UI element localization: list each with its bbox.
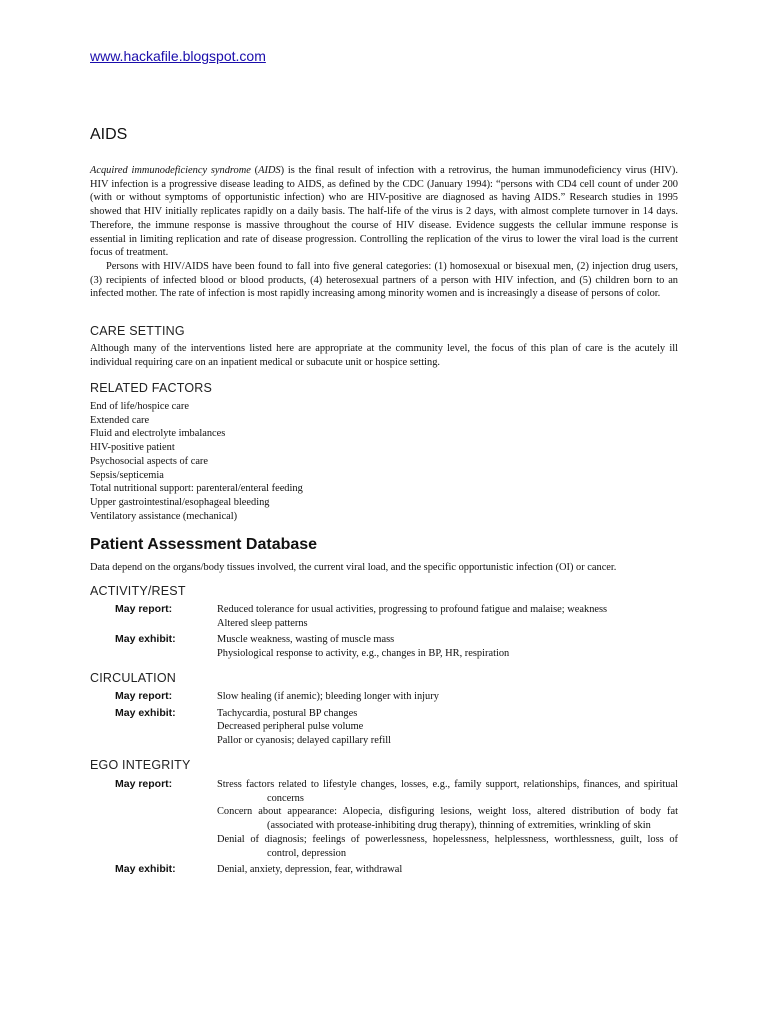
list-item: Reduced tolerance for usual activities, progressing to profound fatigue and malaise; weakness xyxy=(217,604,608,615)
list-item: End of life/hospice care xyxy=(90,401,189,412)
intro-paragraph-2: Persons with HIV/AIDS have been found to fall into five general categories: (1) homosexual or bisexual men, (2) injection drug users, (3) recipients of infected blood or blood products, (4) heterosexual partners of a person with HIV infection, and (5) children born to an infected mother. The rate of infection is most rapidly increasing among minority women and is increasingly a disease of persons of color. xyxy=(90,260,678,300)
related-factors-section xyxy=(90,381,678,523)
ego-integrity-heading: EGO INTEGRITY xyxy=(90,758,191,772)
list-item: Ventilatory assistance (mechanical) xyxy=(90,510,238,522)
ego-exhibit-row xyxy=(90,863,678,877)
intro-open-paren: ( xyxy=(250,165,259,176)
list-item: Altered sleep patterns xyxy=(217,617,308,629)
may-report-label: May report: xyxy=(115,603,173,615)
circulation-exhibit-row xyxy=(90,707,678,748)
list-item: Total nutritional support: parenteral/enteral feeding xyxy=(90,483,303,495)
database-section xyxy=(90,536,678,575)
database-heading: Patient Assessment Database xyxy=(90,536,318,553)
related-factors-heading: RELATED FACTORS xyxy=(90,381,213,395)
related-factors-list xyxy=(90,400,678,523)
list-item: Pallor or cyanosis; delayed capillary refill xyxy=(217,735,391,747)
list-item: Fluid and electrolyte imbalances xyxy=(90,428,226,440)
intro-abbr: AIDS xyxy=(258,165,281,176)
activity-exhibit-row xyxy=(90,633,678,660)
list-item: Denial of diagnosis; feelings of powerlessness, hopelessness, helplessness, worthlessness, guilt, loss of control, depression xyxy=(217,833,678,859)
intro-text: ) is the final result of infection with a retrovirus, the human immunodeficiency virus (HIV). HIV infection is a progressive disease leading to AIDS, as defined by the CDC (January 1994): “persons with CD4 cell count of under 200 (with or without symptoms of opportunistic infection) who are HIV-positive are diagnosed as having AIDS.” Research studies in 1995 showed that HIV initially replicates rapidly on a daily basis. The half-life of the virus is 2 days, with almost complete turnover in 14 days. Therefore, the immune response is massive throughout the course of HIV disease. Evidence suggests the cellular immune response is essential in limiting replication and rate of disease progression. Controlling the replication of the virus to lower the viral load is the current focus of treatment. xyxy=(90,165,678,259)
list-item: Denial, anxiety, depression, fear, withdrawal xyxy=(217,864,403,876)
activity-exhibit-values xyxy=(217,633,678,660)
care-setting-text: Although many of the interventions listed here are appropriate at the community level, the focus of this plan of care is the acutely ill individual requiring care on an inpatient medical or subacute unit or hospice setting. xyxy=(90,343,678,368)
list-item: Psychosocial aspects of care xyxy=(90,455,209,467)
circulation-report-row xyxy=(90,690,678,704)
list-item: Concern about appearance: Alopecia, disfiguring lesions, weight loss, altered distribution of body fat (associated with protease-inhibiting drug therapy), thinning of extremities, wrinkling of skin xyxy=(217,806,678,832)
may-exhibit-label: May exhibit: xyxy=(115,633,176,646)
list-item: Sepsis/septicemia xyxy=(90,469,164,481)
ego-integrity-section xyxy=(90,758,678,877)
list-item: Tachycardia, postural BP changes xyxy=(217,707,358,719)
list-item: Slow healing (if anemic); bleeding longer with injury xyxy=(217,691,439,702)
care-setting-section xyxy=(90,324,678,369)
list-item: Physiological response to activity, e.g., changes in BP, HR, respiration xyxy=(217,648,510,660)
list-item: Muscle weakness, wasting of muscle mass xyxy=(217,634,395,646)
site-link[interactable]: www.hackafile.blogspot.com xyxy=(90,48,266,64)
activity-rest-section xyxy=(90,584,678,661)
list-item: Decreased peripheral pulse volume xyxy=(217,721,364,733)
ego-report-values xyxy=(217,778,678,860)
list-item: Upper gastrointestinal/esophageal bleeding xyxy=(90,496,270,508)
circulation-report-values xyxy=(217,690,678,704)
circulation-heading: CIRCULATION xyxy=(90,671,177,685)
activity-report-row xyxy=(90,603,678,630)
activity-report-values xyxy=(217,603,678,630)
activity-rest-heading: ACTIVITY/REST xyxy=(90,584,186,598)
list-item: Stress factors related to lifestyle changes, losses, e.g., family support, relationships, finances, and spiritual concerns xyxy=(217,779,678,804)
may-exhibit-label: May exhibit: xyxy=(115,863,176,876)
list-item: HIV-positive patient xyxy=(90,442,175,454)
document-page xyxy=(90,48,678,876)
circulation-exhibit-values xyxy=(217,707,678,748)
circulation-section xyxy=(90,671,678,748)
may-exhibit-label: May exhibit: xyxy=(115,706,176,719)
may-report-label: May report: xyxy=(115,778,173,790)
care-setting-heading: CARE SETTING xyxy=(90,324,185,338)
intro-section xyxy=(90,164,678,301)
intro-term: Acquired immunodeficiency syndrome xyxy=(90,165,251,176)
intro-paragraph-1 xyxy=(90,164,678,260)
page-title: AIDS xyxy=(90,126,128,143)
list-item: Extended care xyxy=(90,414,150,426)
database-text: Data depend on the organs/body tissues involved, the current viral load, and the specific opportunistic infection (OI) or cancer. xyxy=(90,562,617,573)
ego-exhibit-values xyxy=(217,863,678,877)
may-report-label: May report: xyxy=(115,690,173,702)
ego-report-row xyxy=(90,778,678,860)
